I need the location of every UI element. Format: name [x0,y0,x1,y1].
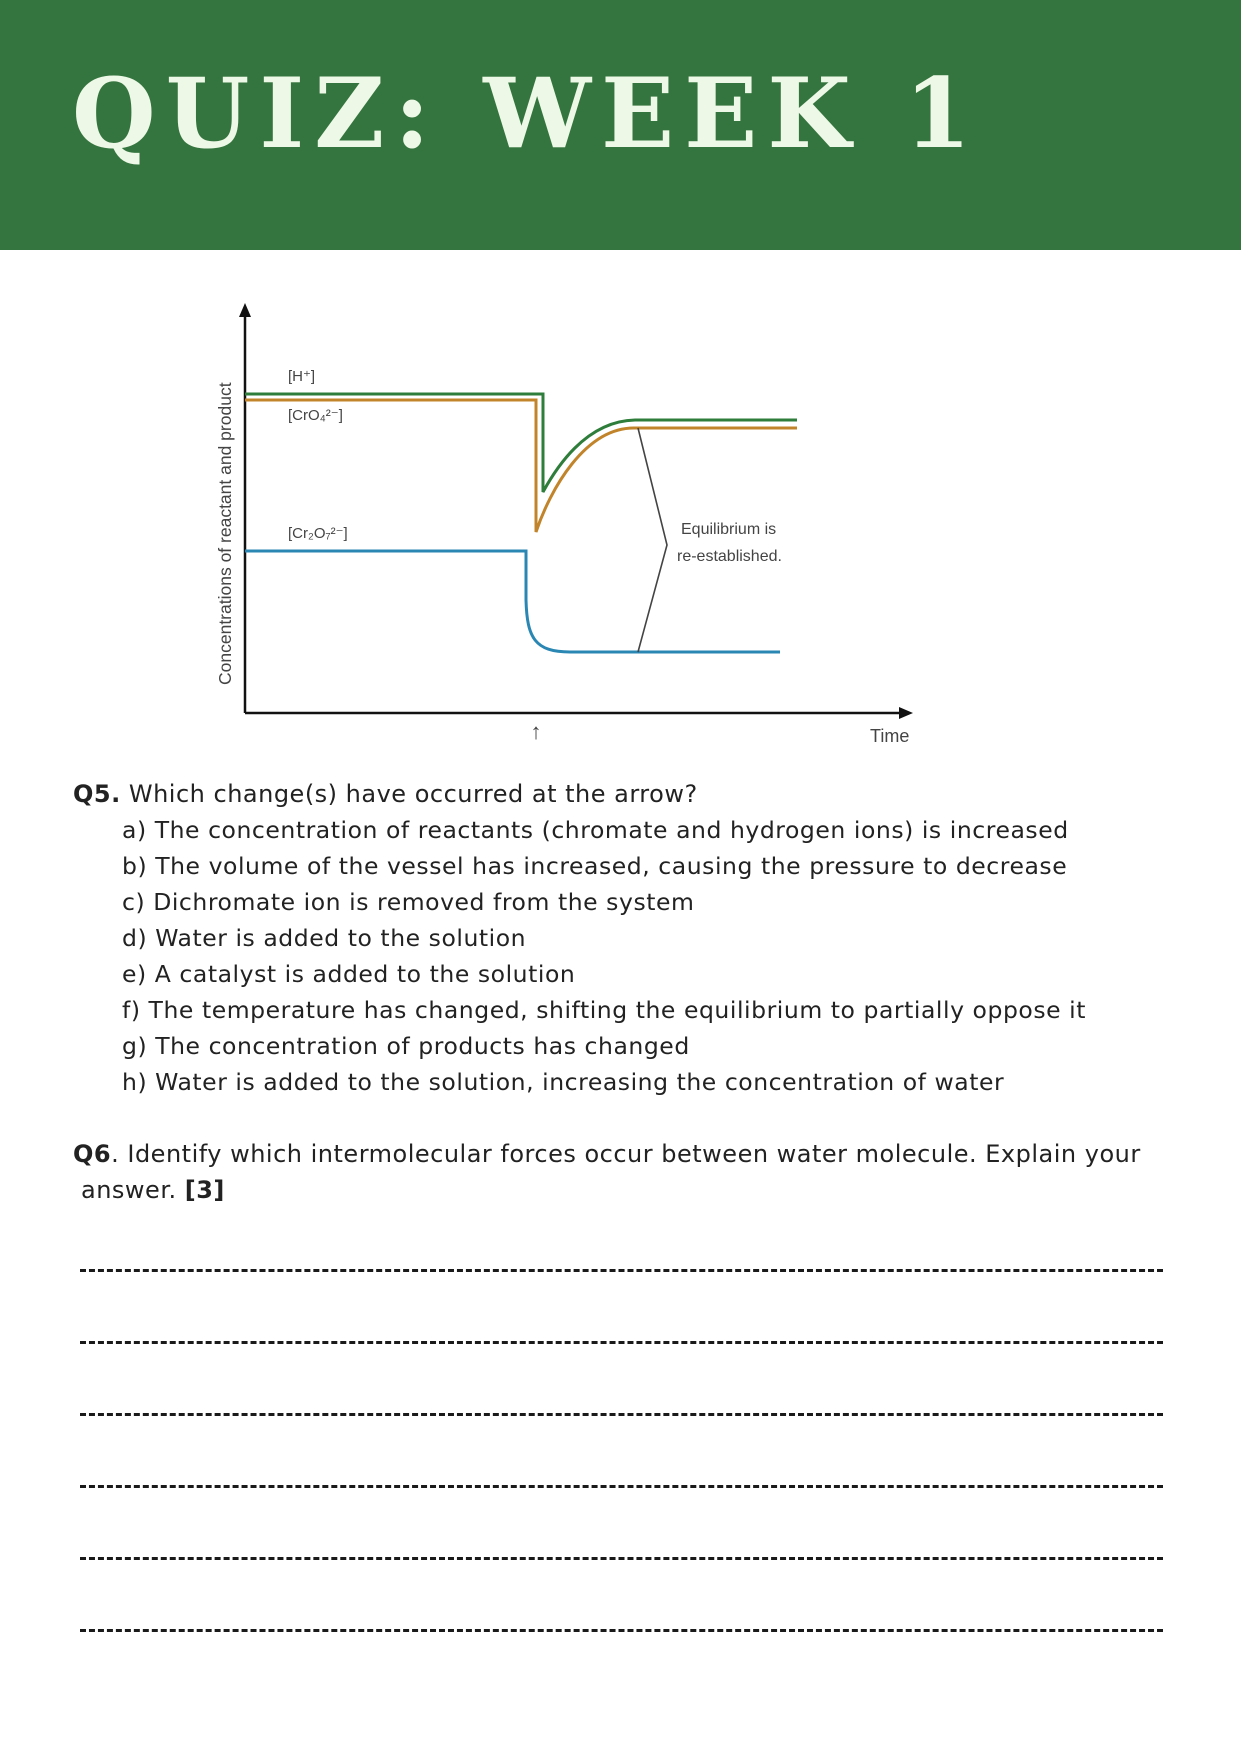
y-axis-arrowhead-icon [239,303,251,317]
question-6-prompt [73,1136,1183,1172]
answer-line[interactable] [80,1629,1163,1632]
question-6-marks: [3] [184,1176,225,1204]
header-banner [0,0,1241,250]
series-label-dichromate: [Cr₂O₇²⁻] [288,525,348,542]
y-axis-label: Concentrations of reactant and product [215,382,235,685]
question-5-prompt [73,776,1183,812]
answer-line[interactable] [80,1341,1163,1344]
equilibrium-concentration-diagram [205,300,925,760]
option-c: c) Dichromate ion is removed from the system [122,888,695,916]
question-6-prompt-cont [73,1172,1183,1208]
option-f: f) The temperature has changed, shifting the equilibrium to partially oppose it [122,996,1086,1024]
question-5-number: Q5. [73,780,121,808]
answer-line[interactable] [80,1269,1163,1272]
question-6-text-cont: answer. [81,1176,177,1204]
annotation-line-1: Equilibrium is [681,521,777,538]
option-d: d) Water is added to the solution [122,924,527,952]
option-h: h) Water is added to the solution, increasing the concentration of water [122,1068,1005,1096]
question-5-text: Which change(s) have occurred at the arrow? [120,780,698,808]
question-6-text: . Identify which intermolecular forces occur between water molecule. Explain your [111,1140,1141,1168]
option-b: b) The volume of the vessel has increased, causing the pressure to decrease [122,852,1068,880]
answer-line[interactable] [80,1557,1163,1560]
page-title: QUIZ: WEEK 1 [72,57,981,170]
question-5 [73,776,1183,1100]
answer-line[interactable] [80,1485,1163,1488]
change-arrow-marker: ↑ [530,719,542,744]
question-6-number: Q6 [73,1140,112,1168]
option-g: g) The concentration of products has changed [122,1032,690,1060]
option-a: a) The concentration of reactants (chromate and hydrogen ions) is increased [122,816,1069,844]
x-axis-label: Time [870,726,910,746]
equilibrium-bracket [638,428,667,652]
option-e: e) A catalyst is added to the solution [122,960,576,988]
annotation-line-2: re-established. [677,548,782,565]
x-axis-arrowhead-icon [899,707,913,719]
answer-line[interactable] [80,1413,1163,1416]
question-5-options [73,812,1183,1100]
series-line-dichromate [245,551,780,652]
series-label-chromate: [CrO₄²⁻] [288,407,343,424]
series-label-h-plus: [H⁺] [288,368,316,385]
question-6 [73,1136,1183,1208]
